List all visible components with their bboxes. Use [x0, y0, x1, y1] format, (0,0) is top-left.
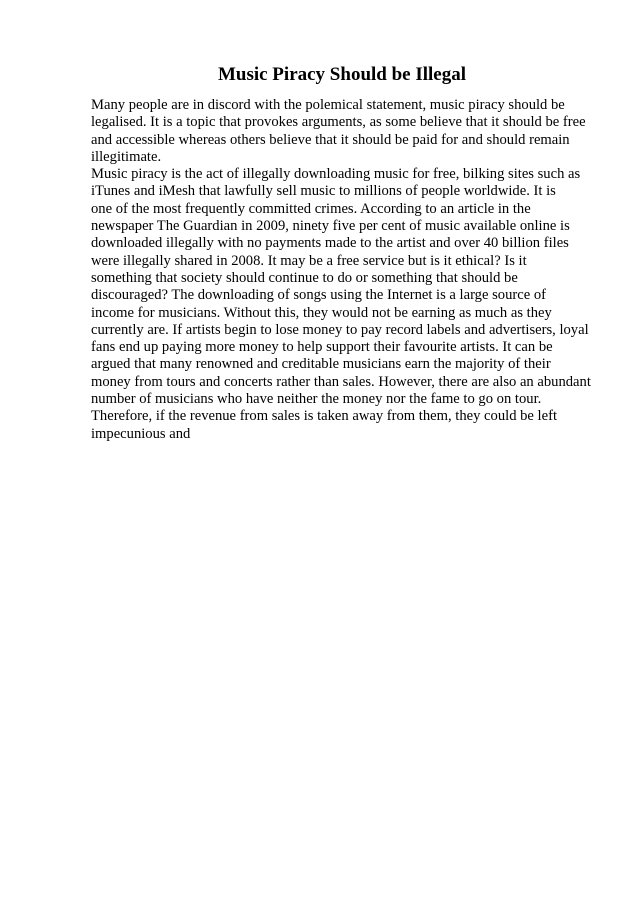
body-line: discouraged? The downloading of songs using the Internet is a large source of — [91, 287, 546, 304]
body-line: legalised. It is a topic that provokes arguments, as some believe that it should be free — [91, 114, 586, 131]
body-line: argued that many renowned and creditable musicians earn the majority of their — [91, 356, 551, 373]
body-line: illegitimate. — [91, 148, 162, 165]
body-line: currently are. If artists begin to lose money to pay record labels and advertisers, loyal — [91, 321, 589, 338]
body-line: money from tours and concerts rather than sales. However, there are also an abundant — [91, 373, 591, 390]
body-line: Music piracy is the act of illegally downloading music for free, bilking sites such as — [91, 166, 581, 183]
document-body — [91, 97, 601, 443]
body-line: fans end up paying more money to help support their favourite artists. It can be — [91, 339, 553, 356]
body-line: one of the most frequently committed crimes. According to an article in the — [91, 200, 531, 217]
body-line: iTunes and iMesh that lawfully sell music to millions of people worldwide. It is — [91, 183, 556, 200]
body-line: Many people are in discord with the polemical statement, music piracy should be — [91, 97, 565, 113]
body-line: impecunious and — [91, 425, 191, 442]
body-line: downloaded illegally with no payments made to the artist and over 40 billion files — [91, 235, 569, 252]
body-line: Therefore, if the revenue from sales is taken away from them, they could be left — [91, 408, 558, 425]
body-line: and accessible whereas others believe that it should be paid for and should remain — [91, 131, 570, 148]
body-line: income for musicians. Without this, they would not be earning as much as they — [91, 304, 552, 321]
document-title: Music Piracy Should be Illegal — [217, 64, 467, 85]
body-line: were illegally shared in 2008. It may be a free service but is it ethical? Is it — [91, 252, 527, 269]
body-line: number of musicians who have neither the money nor the fame to go on tour. — [91, 391, 542, 408]
body-line: newspaper The Guardian in 2009, ninety five per cent of music available online is — [91, 218, 570, 235]
body-line: something that society should continue to do or something that should be — [91, 269, 518, 286]
